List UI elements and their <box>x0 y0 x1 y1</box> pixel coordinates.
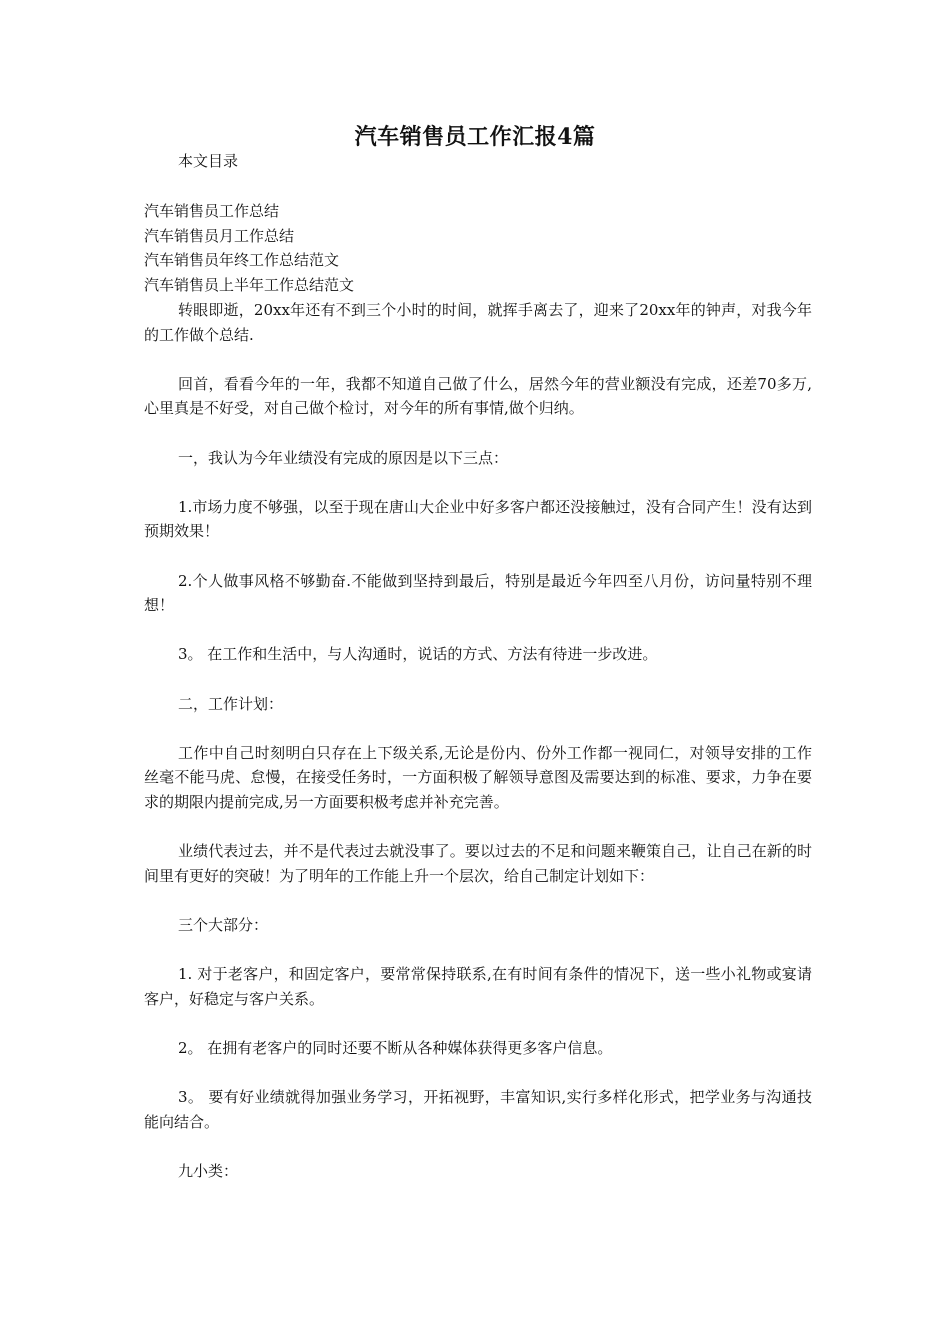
list-item-reason-1: 1.市场力度不够强，以至于现在唐山大企业中好多客户都还没接触过，没有合同产生！没有达到预期效果！ <box>144 497 812 541</box>
list-item-reason-2: 2.个人做事风格不够勤奋.不能做到坚持到最后，特别是最近今年四至八月份，访问量特别不理想！ <box>144 571 812 615</box>
subheading-nine-categories: 九小类： <box>178 1161 239 1180</box>
paragraph-review: 回首，看看今年的一年，我都不知道自己做了什么，居然今年的营业额没有完成，还差70多万,心里真是不好受，对自己做个检讨，对今年的所有事情,做个归纳。 <box>144 374 812 418</box>
table-of-contents <box>144 199 354 297</box>
section-heading-reasons: 一，我认为今年业绩没有完成的原因是以下三点： <box>178 448 509 467</box>
subheading-three-parts: 三个大部分： <box>178 915 269 934</box>
list-item-plan-1: 1. 对于老客户，和固定客户，要常常保持联系,在有时间有条件的情况下，送一些小礼物或宴请客户，好稳定与客户关系。 <box>144 965 812 1008</box>
document-body <box>144 298 812 1208</box>
toc-item[interactable]: 汽车销售员上半年工作总结范文 <box>144 275 355 294</box>
paragraph-intro: 转眼即逝，20xx年还有不到三个小时的时间，就挥手离去了，迎来了20xx年的钟声，对我今年的工作做个总结. <box>144 301 812 344</box>
paragraph-work-attitude: 工作中自己时刻明白只存在上下级关系,无论是份内、份外工作都一视同仁，对领导安排的工作丝毫不能马虎、怠慢，在接受任务时，一方面积极了解领导意图及需要达到的标准、要求，力争在要求的期限内提前完成,另一方面要积极考虑并补充完善。 <box>144 743 812 811</box>
list-item-plan-3: 3。 要有好业绩就得加强业务学习，开拓视野，丰富知识,实行多样化形式，把学业务与沟通技能向结合。 <box>144 1088 812 1131</box>
toc-item[interactable]: 汽车销售员年终工作总结范文 <box>144 251 340 269</box>
list-item-plan-2: 2。 在拥有老客户的同时还要不断从各种媒体获得更多客户信息。 <box>178 1038 613 1057</box>
paragraph-performance: 业绩代表过去，并不是代表过去就没事了。要以过去的不足和问题来鞭策自己，让自己在新的时间里有更好的突破！为了明年的工作能上升一个层次，给自己制定计划如下： <box>144 842 812 885</box>
section-heading-plan: 二，工作计划： <box>178 694 284 713</box>
toc-item[interactable]: 汽车销售员月工作总结 <box>144 226 295 245</box>
toc-heading: 本文目录 <box>178 152 239 170</box>
document-title: 汽车销售员工作汇报4篇 <box>354 124 596 150</box>
toc-item[interactable]: 汽车销售员工作总结 <box>144 202 280 220</box>
list-item-reason-3: 3。 在工作和生活中，与人沟通时，说话的方式、方法有待进一步改进。 <box>178 645 658 664</box>
